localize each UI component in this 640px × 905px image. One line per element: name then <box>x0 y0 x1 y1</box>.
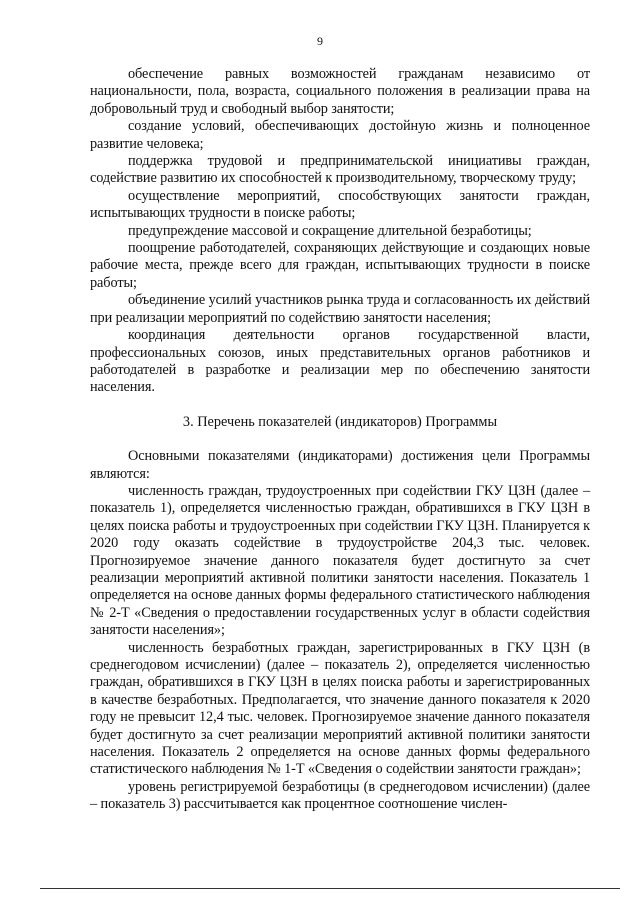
paragraph: поощрение работодателей, сохраняющих действующие и создающих новые рабочие места, прежде всего для граждан, испытывающих трудности в поиске работы; <box>90 240 590 291</box>
page-bottom-rule <box>40 888 620 889</box>
paragraph: предупреждение массовой и сокращение длительной безработицы; <box>128 222 532 239</box>
paragraph: координация деятельности органов государственной власти, профессиональных союзов, иных представительных органов работников и работодателей в разработке и реализации мер по обеспечению занятости населения. <box>90 327 590 396</box>
paragraph: численность граждан, трудоустроенных при содействии ГКУ ЦЗН (далее – показатель 1), определяется численностью граждан, обратившихся в ГКУ ЦЗН в целях поиска работы и трудоустроенных при содействии ГКУ ЦЗН. Планируется к 2020 году оказать содействие в трудоустройстве 204,3 тыс. человек. Прогнозируемое значение данного показателя будет достигнуто за счет реализации мероприятий активной политики занятости населения. Показатель 1 определяется на основе данных формы федерального статистического наблюдения № 2-Т «Сведения о предоставлении государственных услуг в области содействия занятости населения»; <box>90 482 590 639</box>
paragraph: уровень регистрируемой безработицы (в среднегодовом исчислении) (далее – показатель 3) рассчитывается как процентное соотношение числен- <box>90 778 590 813</box>
document-body <box>90 66 590 814</box>
paragraph: обеспечение равных возможностей гражданам независимо от национальности, пола, возраста, социального положения в реализации права на добровольный труд и свободный выбор занятости; <box>90 66 590 117</box>
page-number: 9 <box>317 34 323 48</box>
paragraph: численность безработных граждан, зарегистрированных в ГКУ ЦЗН (в среднегодовом исчислении) (далее – показатель 2), определяется численностью граждан, обратившихся в ГКУ ЦЗН в целях поиска работы и зарегистрированных в качестве безработных. Предполагается, что значение данного показателя к 2020 году не превысит 12,4 тыс. человек. Прогнозируемое значение данного показателя будет достигнуто за счет реализации мероприятий активной политики занятости населения. Показатель 2 определяется на основе данных формы федерального статистического наблюдения № 1-Т «Сведения о содействии занятости граждан»; <box>90 639 590 778</box>
section-heading: 3. Перечень показателей (индикаторов) Программы <box>182 413 498 430</box>
paragraph: Основными показателями (индикаторами) достижения цели Программы являются: <box>90 448 590 482</box>
paragraph: поддержка трудовой и предпринимательской инициативы граждан, содействие развитию их способностей к производительному, творческому труду; <box>90 153 590 187</box>
paragraph: объединение усилий участников рынка труда и согласованность их действий при реализации мероприятий по содействию занятости населения; <box>90 292 590 326</box>
paragraph: осуществление мероприятий, способствующих занятости граждан, испытывающих трудности в поиске работы; <box>90 187 590 222</box>
paragraph: создание условий, обеспечивающих достойную жизнь и полноценное развитие человека; <box>90 118 590 152</box>
